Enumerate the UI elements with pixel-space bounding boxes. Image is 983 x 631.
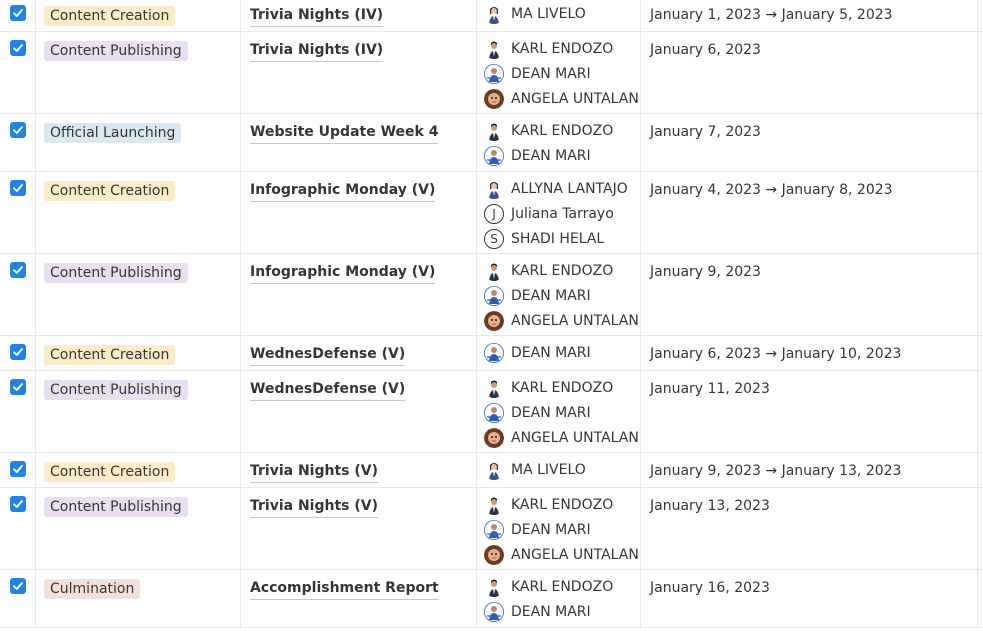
done-checkbox[interactable] bbox=[10, 379, 26, 395]
date-value: January 6, 2023 bbox=[650, 42, 761, 58]
category-tag: Content Creation bbox=[44, 6, 175, 26]
avatar bbox=[484, 428, 504, 448]
avatar bbox=[484, 311, 504, 331]
assignee bbox=[484, 492, 640, 517]
assignee bbox=[484, 86, 640, 111]
category-cell[interactable] bbox=[36, 488, 241, 569]
assignee-name: DEAN MARI bbox=[511, 521, 591, 538]
avatar: J bbox=[484, 204, 504, 224]
avatar bbox=[484, 39, 504, 59]
assignee-name: KARL ENDOZO bbox=[511, 578, 614, 595]
empty-cell[interactable] bbox=[978, 172, 983, 253]
avatar bbox=[484, 146, 504, 166]
assignee-name: KARL ENDOZO bbox=[511, 40, 614, 57]
assignee-name: DEAN MARI bbox=[511, 147, 591, 164]
checkbox-cell bbox=[0, 371, 36, 452]
table-row[interactable] bbox=[0, 336, 983, 371]
date-cell[interactable] bbox=[641, 254, 978, 335]
assignee bbox=[484, 258, 640, 283]
task-name-cell[interactable] bbox=[241, 336, 477, 370]
done-checkbox[interactable] bbox=[10, 496, 26, 512]
assignee bbox=[484, 118, 640, 143]
assignees-cell[interactable] bbox=[477, 114, 641, 171]
category-tag: Content Publishing bbox=[44, 41, 188, 61]
avatar bbox=[484, 4, 504, 24]
category-cell[interactable] bbox=[36, 32, 241, 113]
done-checkbox[interactable] bbox=[10, 578, 26, 594]
category-cell[interactable] bbox=[36, 114, 241, 171]
checkmark-icon bbox=[12, 463, 24, 475]
date-cell[interactable] bbox=[641, 371, 978, 452]
date-cell[interactable] bbox=[641, 32, 978, 113]
empty-cell[interactable] bbox=[978, 0, 983, 31]
task-name-cell[interactable] bbox=[241, 114, 477, 171]
date-cell[interactable] bbox=[641, 114, 978, 171]
assignee-name: KARL ENDOZO bbox=[511, 262, 614, 279]
assignee-name: ANGELA UNTALAN bbox=[511, 429, 639, 446]
assignee bbox=[484, 283, 640, 308]
assignee-name: DEAN MARI bbox=[511, 344, 591, 361]
checkbox-cell bbox=[0, 114, 36, 171]
task-name-link[interactable]: Infographic Monday (V) bbox=[250, 179, 435, 202]
assignees-cell[interactable] bbox=[477, 254, 641, 335]
checkmark-icon bbox=[12, 124, 24, 136]
empty-cell[interactable] bbox=[978, 32, 983, 113]
task-name-link[interactable]: Trivia Nights (IV) bbox=[250, 4, 383, 27]
task-name-cell[interactable] bbox=[241, 0, 477, 31]
empty-cell[interactable] bbox=[978, 114, 983, 171]
assignee bbox=[484, 308, 640, 333]
category-cell[interactable] bbox=[36, 0, 241, 31]
category-tag: Content Publishing bbox=[44, 263, 188, 283]
assignee-name: KARL ENDOZO bbox=[511, 496, 614, 513]
category-cell[interactable] bbox=[36, 254, 241, 335]
category-tag: Content Publishing bbox=[44, 380, 188, 400]
assignees-cell[interactable] bbox=[477, 336, 641, 370]
checkmark-icon bbox=[12, 182, 24, 194]
assignees-cell[interactable] bbox=[477, 371, 641, 452]
avatar bbox=[484, 460, 504, 480]
task-name-link[interactable]: Trivia Nights (V) bbox=[250, 495, 378, 518]
date-value: January 9, 2023 → January 13, 2023 bbox=[650, 463, 902, 479]
date-value: January 1, 2023 → January 5, 2023 bbox=[650, 7, 893, 23]
checkbox-cell bbox=[0, 570, 36, 627]
date-cell[interactable] bbox=[641, 488, 978, 569]
table-row[interactable] bbox=[0, 371, 983, 453]
done-checkbox[interactable] bbox=[10, 461, 26, 477]
checkbox-cell bbox=[0, 453, 36, 487]
task-name-cell[interactable] bbox=[241, 254, 477, 335]
assignee-name: ANGELA UNTALAN bbox=[511, 90, 639, 107]
avatar bbox=[484, 520, 504, 540]
checkmark-icon bbox=[12, 7, 24, 19]
task-name-link[interactable]: Accomplishment Report bbox=[250, 577, 439, 600]
category-tag: Content Publishing bbox=[44, 497, 188, 517]
task-name-cell[interactable] bbox=[241, 371, 477, 452]
avatar bbox=[484, 89, 504, 109]
done-checkbox[interactable] bbox=[10, 122, 26, 138]
date-cell[interactable] bbox=[641, 336, 978, 370]
assignees-cell[interactable] bbox=[477, 32, 641, 113]
checkbox-cell bbox=[0, 172, 36, 253]
date-value: January 7, 2023 bbox=[650, 124, 761, 140]
task-name-cell[interactable] bbox=[241, 453, 477, 487]
table-row[interactable] bbox=[0, 488, 983, 570]
task-name-link[interactable]: Trivia Nights (V) bbox=[250, 460, 378, 483]
done-checkbox[interactable] bbox=[10, 344, 26, 360]
assignee-name: KARL ENDOZO bbox=[511, 122, 614, 139]
category-tag: Culmination bbox=[44, 579, 140, 599]
assignee bbox=[484, 340, 640, 365]
table-row[interactable] bbox=[0, 254, 983, 336]
date-cell[interactable] bbox=[641, 570, 978, 627]
assignee bbox=[484, 517, 640, 542]
table-row[interactable] bbox=[0, 570, 983, 628]
assignee bbox=[484, 226, 640, 251]
empty-cell[interactable] bbox=[978, 336, 983, 370]
table-row[interactable] bbox=[0, 172, 983, 254]
assignee bbox=[484, 36, 640, 61]
checkmark-icon bbox=[12, 42, 24, 54]
assignees-cell[interactable] bbox=[477, 0, 641, 31]
assignee-name: DEAN MARI bbox=[511, 404, 591, 421]
table-row[interactable] bbox=[0, 32, 983, 114]
category-tag: Content Creation bbox=[44, 462, 175, 482]
avatar bbox=[484, 179, 504, 199]
assignee-name: MA LIVELO bbox=[511, 5, 586, 22]
date-value: January 13, 2023 bbox=[650, 498, 770, 514]
assignees-cell[interactable] bbox=[477, 172, 641, 253]
checkbox-cell bbox=[0, 32, 36, 113]
task-name-link[interactable]: Website Update Week 4 bbox=[250, 121, 438, 144]
avatar bbox=[484, 545, 504, 565]
assignee bbox=[484, 599, 640, 624]
assignee-name: DEAN MARI bbox=[511, 287, 591, 304]
table-row[interactable] bbox=[0, 0, 983, 32]
task-name-cell[interactable] bbox=[241, 172, 477, 253]
assignees-cell[interactable] bbox=[477, 453, 641, 487]
avatar bbox=[484, 577, 504, 597]
category-tag: Content Creation bbox=[44, 181, 175, 201]
done-checkbox[interactable] bbox=[10, 5, 26, 21]
task-name-cell[interactable] bbox=[241, 488, 477, 569]
assignee-name: MA LIVELO bbox=[511, 461, 586, 478]
assignee bbox=[484, 176, 640, 201]
done-checkbox[interactable] bbox=[10, 40, 26, 56]
date-value: January 6, 2023 → January 10, 2023 bbox=[650, 346, 902, 362]
task-name-link[interactable]: WednesDefense (V) bbox=[250, 378, 405, 401]
assignee bbox=[484, 143, 640, 168]
assignee bbox=[484, 457, 640, 482]
category-cell[interactable] bbox=[36, 453, 241, 487]
checkbox-cell bbox=[0, 488, 36, 569]
category-cell[interactable] bbox=[36, 570, 241, 627]
assignee-name: DEAN MARI bbox=[511, 65, 591, 82]
done-checkbox[interactable] bbox=[10, 180, 26, 196]
date-cell[interactable] bbox=[641, 453, 978, 487]
task-name-link[interactable]: Infographic Monday (V) bbox=[250, 261, 435, 284]
assignee bbox=[484, 574, 640, 599]
assignee-name: ANGELA UNTALAN bbox=[511, 312, 639, 329]
avatar bbox=[484, 64, 504, 84]
avatar bbox=[484, 261, 504, 281]
category-cell[interactable] bbox=[36, 371, 241, 452]
empty-cell[interactable] bbox=[978, 570, 983, 627]
empty-cell[interactable] bbox=[978, 488, 983, 569]
checkbox-cell bbox=[0, 254, 36, 335]
category-cell[interactable] bbox=[36, 172, 241, 253]
assignees-cell[interactable] bbox=[477, 570, 641, 627]
avatar bbox=[484, 403, 504, 423]
avatar bbox=[484, 286, 504, 306]
checkmark-icon bbox=[12, 580, 24, 592]
assignee-name: ALLYNA LANTAJO bbox=[511, 180, 628, 197]
task-name-link[interactable]: WednesDefense (V) bbox=[250, 343, 405, 366]
assignee bbox=[484, 375, 640, 400]
assignee bbox=[484, 542, 640, 567]
avatar bbox=[484, 602, 504, 622]
assignee-name: ANGELA UNTALAN bbox=[511, 546, 639, 563]
table-row[interactable] bbox=[0, 114, 983, 172]
assignee-name: SHADI HELAL bbox=[511, 230, 605, 247]
checkmark-icon bbox=[12, 381, 24, 393]
avatar bbox=[484, 343, 504, 363]
avatar bbox=[484, 121, 504, 141]
category-tag: Content Creation bbox=[44, 345, 175, 365]
avatar bbox=[484, 378, 504, 398]
task-name-link[interactable]: Trivia Nights (IV) bbox=[250, 39, 383, 62]
assignee-name: KARL ENDOZO bbox=[511, 379, 614, 396]
category-cell[interactable] bbox=[36, 336, 241, 370]
assignee bbox=[484, 425, 640, 450]
date-cell[interactable] bbox=[641, 0, 978, 31]
empty-cell[interactable] bbox=[978, 371, 983, 452]
table-row[interactable] bbox=[0, 453, 983, 488]
assignee-name: Juliana Tarrayo bbox=[511, 205, 614, 222]
date-value: January 11, 2023 bbox=[650, 381, 770, 397]
assignee bbox=[484, 1, 640, 26]
checkbox-cell bbox=[0, 0, 36, 31]
date-cell[interactable] bbox=[641, 172, 978, 253]
assignee bbox=[484, 201, 640, 226]
avatar: S bbox=[484, 229, 504, 249]
checkmark-icon bbox=[12, 498, 24, 510]
assignee bbox=[484, 61, 640, 86]
empty-cell[interactable] bbox=[978, 254, 983, 335]
done-checkbox[interactable] bbox=[10, 262, 26, 278]
empty-cell[interactable] bbox=[978, 453, 983, 487]
task-name-cell[interactable] bbox=[241, 570, 477, 627]
checkmark-icon bbox=[12, 264, 24, 276]
category-tag: Official Launching bbox=[44, 123, 181, 143]
date-value: January 16, 2023 bbox=[650, 580, 770, 596]
checkbox-cell bbox=[0, 336, 36, 370]
assignees-cell[interactable] bbox=[477, 488, 641, 569]
assignee bbox=[484, 400, 640, 425]
assignee-name: DEAN MARI bbox=[511, 603, 591, 620]
date-value: January 9, 2023 bbox=[650, 264, 761, 280]
task-name-cell[interactable] bbox=[241, 32, 477, 113]
checkmark-icon bbox=[12, 346, 24, 358]
avatar bbox=[484, 495, 504, 515]
date-value: January 4, 2023 → January 8, 2023 bbox=[650, 182, 893, 198]
